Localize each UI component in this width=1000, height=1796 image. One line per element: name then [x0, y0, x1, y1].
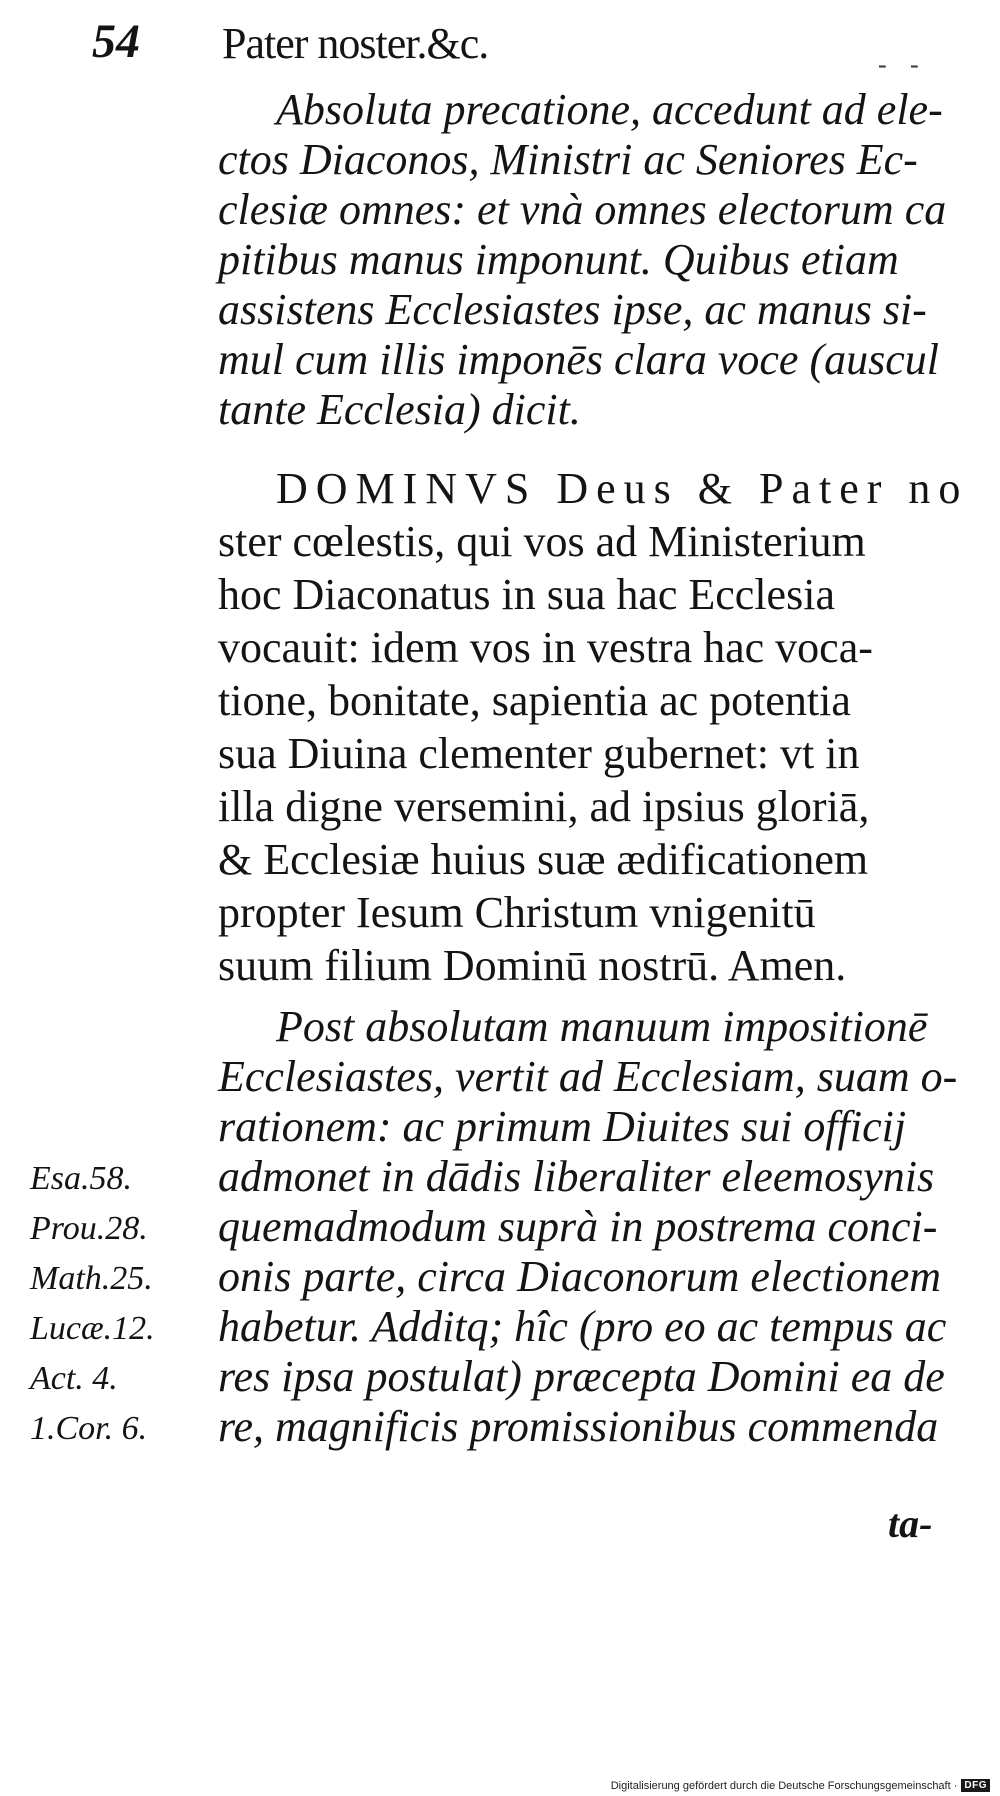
page-mark: -: [878, 50, 887, 79]
text-line: Absoluta precatione, accedunt ad ele-: [276, 85, 943, 134]
rubric-paragraph-1: [218, 85, 953, 435]
text-line: illa digne versemini, ad ipsius gloriā,: [218, 782, 870, 831]
text-line: rationem: ac primum Diuites sui officij: [218, 1102, 907, 1151]
text-line: habetur. Additq; hîc (pro eo ac tempus ac: [218, 1302, 947, 1351]
text-line: DOMINVS Deus & Pater no: [276, 464, 969, 513]
text-line: clesiæ omnes: et vnà omnes electorum ca: [218, 185, 947, 234]
text-line: & Ecclesiæ huius suæ ædificationem: [218, 835, 869, 884]
margin-notes: [30, 1154, 210, 1454]
text-line: hoc Diaconatus in sua hac Ecclesia: [218, 570, 835, 619]
margin-note: Lucæ.12.: [30, 1310, 155, 1347]
text-line: vocauit: idem vos in vestra hac voca-: [218, 623, 873, 672]
text-line: tione, bonitate, sapientia ac potentia: [218, 676, 851, 725]
text-line: Post absolutam manuum impositionē: [276, 1002, 928, 1051]
margin-note: Esa.58.: [30, 1160, 132, 1197]
text-line: sua Diuina clementer gubernet: vt in: [218, 729, 860, 778]
prayer-paragraph: [218, 462, 969, 992]
text-line: ster cœlestis, qui vos ad Ministerium: [218, 517, 866, 566]
digitization-footer: [611, 1779, 990, 1792]
margin-note: Act. 4.: [30, 1360, 118, 1397]
catchword: ta-: [888, 1501, 933, 1546]
margin-note: Math.25.: [30, 1260, 153, 1297]
rubric-paragraph-2: [218, 1002, 958, 1452]
text-line: ctos Diaconos, Ministri ac Seniores Ec-: [218, 135, 918, 184]
text-line: re, magnificis promissionibus commenda: [218, 1402, 939, 1451]
text-line: propter Iesum Christum vnigenitū: [218, 888, 816, 937]
margin-note: 1.Cor. 6.: [30, 1410, 148, 1447]
running-title: Pater noster.&c.: [222, 19, 489, 68]
page-number: 54: [92, 15, 140, 68]
text-line: Ecclesiastes, vertit ad Ecclesiam, suam o-: [218, 1052, 958, 1101]
margin-note: Prou.28.: [30, 1210, 148, 1247]
text-line: mul cum illis imponēs clara voce (auscul: [218, 335, 939, 384]
text-line: tante Ecclesia) dicit.: [218, 385, 581, 434]
text-line: suum filium Dominū nostrū. Amen.: [218, 941, 847, 990]
text-line: res ipsa postulat) præcepta Domini ea de: [218, 1352, 945, 1401]
text-line: pitibus manus imponunt. Quibus etiam: [218, 235, 899, 284]
text-line: quemadmodum suprà in postrema conci-: [218, 1202, 938, 1251]
text-line: assistens Ecclesiastes ipse, ac manus si-: [218, 285, 927, 334]
footer-text: Digitalisierung gefördert durch die Deutsche Forschungsgemeinschaft ·: [610, 1779, 958, 1792]
page-mark: -: [910, 50, 919, 79]
text-line: onis parte, circa Diaconorum electionem: [218, 1252, 941, 1301]
text-line: admonet in dādis liberaliter eleemosynis: [218, 1152, 935, 1201]
dfg-logo-icon: DFG: [961, 1779, 990, 1792]
